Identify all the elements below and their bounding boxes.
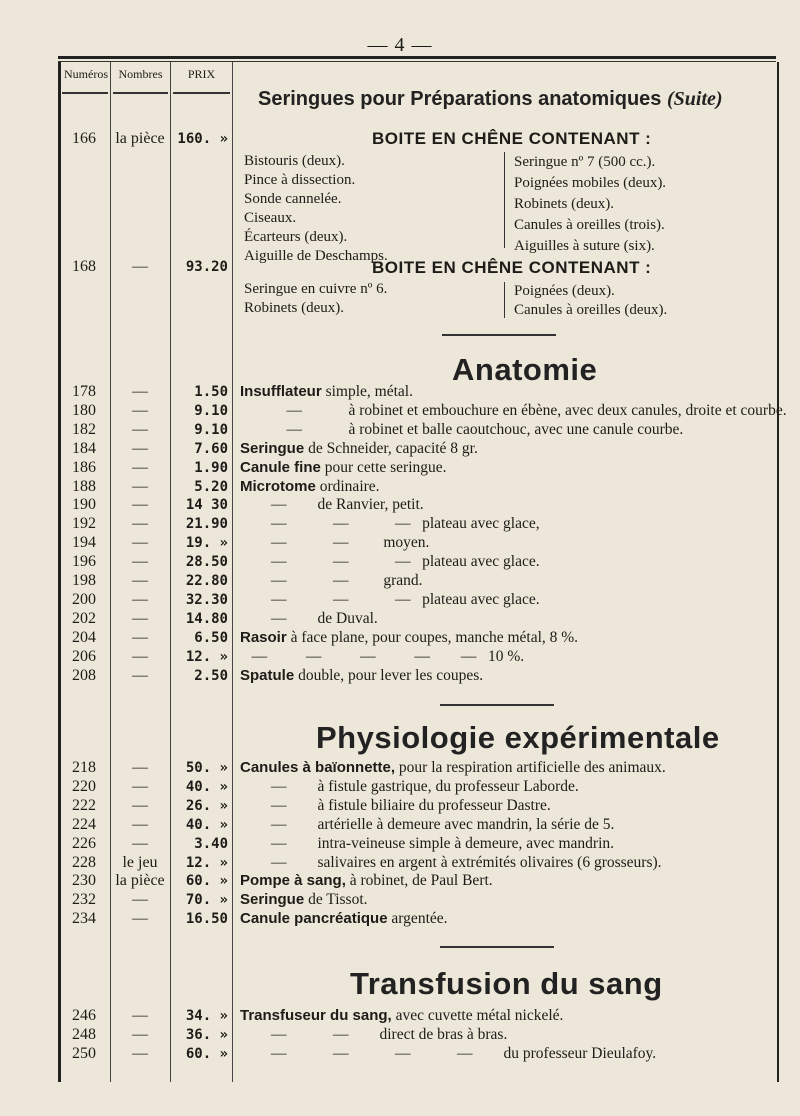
item-number: 230 bbox=[72, 872, 96, 890]
item-number: 222 bbox=[72, 796, 96, 814]
item-text: — — — — — 10 %. bbox=[240, 647, 525, 665]
item-quantity: — bbox=[132, 796, 148, 814]
item-description bbox=[240, 816, 614, 834]
item-number: 204 bbox=[72, 628, 96, 646]
item-price: 19. » bbox=[185, 535, 228, 552]
item-quantity: — bbox=[132, 439, 148, 457]
item-price: 28.50 bbox=[185, 554, 228, 571]
item-number: 208 bbox=[72, 666, 96, 684]
top-rule bbox=[58, 56, 776, 59]
item-name: Canule fine bbox=[240, 458, 321, 476]
column-divider bbox=[232, 62, 233, 1082]
item-number: 178 bbox=[72, 383, 96, 400]
item-description bbox=[240, 553, 540, 571]
item-price: 9.10 bbox=[194, 402, 228, 419]
item-description bbox=[240, 648, 524, 666]
item-number: 220 bbox=[72, 777, 96, 795]
item-price: 32.30 bbox=[185, 591, 228, 608]
item-description bbox=[240, 534, 429, 552]
header-nombres: Nombres bbox=[118, 67, 163, 81]
section-title-transfusion: Transfusion du sang bbox=[350, 966, 663, 1001]
item-price: 16.50 bbox=[185, 911, 228, 928]
list-item: Robinets (deux). bbox=[514, 196, 614, 212]
item-quantity: — bbox=[132, 609, 148, 627]
item-text: — artérielle à demeure avec mandrin, la série de 5. bbox=[240, 815, 615, 833]
item-number: 180 bbox=[72, 401, 96, 419]
box-right-list bbox=[514, 282, 667, 320]
item-description bbox=[240, 402, 787, 420]
section-title-seringues bbox=[258, 88, 723, 111]
item-price: 40. » bbox=[185, 816, 228, 833]
page-number: — 4 — bbox=[367, 34, 433, 56]
item-text: pour cette seringue. bbox=[320, 458, 447, 476]
item-price: 36. » bbox=[185, 1026, 228, 1043]
item-quantity: la pièce bbox=[115, 130, 165, 147]
item-text: de Tissot. bbox=[304, 891, 368, 909]
list-item: Robinets (deux). bbox=[244, 300, 344, 316]
list-item: Ciseaux. bbox=[244, 210, 297, 226]
list-item: Canules à oreilles (trois). bbox=[514, 217, 665, 233]
item-number: 218 bbox=[72, 759, 96, 776]
item-price: 14.80 bbox=[185, 610, 228, 627]
item-description bbox=[240, 1045, 656, 1063]
item-quantity: — bbox=[132, 910, 148, 928]
item-text: — à fistule biliaire du professeur Dastre. bbox=[240, 796, 551, 814]
item-price: 26. » bbox=[185, 797, 228, 814]
item-quantity: — bbox=[132, 553, 148, 571]
item-text: de Schneider, capacité 8 gr. bbox=[304, 439, 478, 457]
item-number: 188 bbox=[72, 477, 96, 495]
item-description bbox=[240, 478, 380, 496]
section-title-text: Seringues pour Préparations anatomiques bbox=[258, 88, 662, 110]
list-item: Pince à dissection. bbox=[244, 172, 356, 188]
item-text: — — — plateau avec glace. bbox=[240, 553, 540, 571]
item-quantity: — bbox=[132, 496, 148, 514]
item-text: ordinaire. bbox=[315, 477, 380, 495]
box-title: BOITE EN CHÊNE CONTENANT : bbox=[372, 129, 652, 148]
item-name: Microtome bbox=[240, 477, 316, 495]
item-quantity: — bbox=[132, 258, 148, 275]
item-price: 40. » bbox=[185, 778, 228, 795]
header-rule bbox=[173, 92, 230, 94]
item-text: — — moyen. bbox=[240, 534, 430, 552]
item-number: 168 bbox=[72, 258, 96, 275]
item-text: avec cuvette métal nickelé. bbox=[391, 1007, 564, 1024]
item-description bbox=[240, 667, 483, 685]
item-description bbox=[240, 778, 579, 796]
item-quantity: — bbox=[132, 777, 148, 795]
item-number: 228 bbox=[72, 853, 96, 871]
item-text: — à robinet et embouchure en ébène, avec deux canules, droite et courbe. bbox=[240, 401, 787, 419]
item-description bbox=[240, 572, 423, 590]
item-text: — — — plateau avec glace, bbox=[240, 515, 540, 533]
item-description bbox=[240, 629, 578, 647]
item-name: Rasoir bbox=[240, 628, 287, 646]
item-name: Transfuseur du sang, bbox=[240, 1007, 392, 1024]
item-number: 166 bbox=[72, 130, 96, 147]
item-quantity: — bbox=[132, 759, 148, 776]
header-rule bbox=[113, 92, 168, 94]
header-prix: PRIX bbox=[187, 67, 216, 81]
item-price: 9.10 bbox=[194, 421, 228, 438]
item-price: 70. » bbox=[185, 892, 228, 909]
item-number: 186 bbox=[72, 458, 96, 476]
item-number: 234 bbox=[72, 910, 96, 928]
item-number: 226 bbox=[72, 834, 96, 852]
item-quantity: — bbox=[132, 647, 148, 665]
item-description bbox=[240, 440, 478, 458]
list-item: Seringue nº 7 (500 cc.). bbox=[514, 154, 656, 170]
item-name: Seringue bbox=[240, 439, 305, 457]
item-number: 202 bbox=[72, 609, 96, 627]
item-price: 93.20 bbox=[185, 259, 228, 275]
item-description bbox=[240, 872, 493, 890]
item-description bbox=[240, 383, 413, 401]
item-text: — à fistule gastrique, du professeur Laborde. bbox=[240, 777, 579, 795]
item-text: argentée. bbox=[387, 910, 448, 928]
item-quantity: la pièce bbox=[115, 872, 165, 890]
item-price: 21.90 bbox=[185, 516, 228, 533]
item-name: Pompe à sang, bbox=[240, 872, 346, 890]
item-quantity: — bbox=[132, 1044, 148, 1062]
header-numeros: Numéros bbox=[64, 67, 108, 81]
item-description bbox=[240, 515, 540, 533]
item-quantity: — bbox=[132, 590, 148, 608]
item-description bbox=[240, 891, 368, 909]
item-price: 1.50 bbox=[194, 384, 228, 400]
item-quantity: — bbox=[132, 515, 148, 533]
item-description bbox=[240, 797, 551, 815]
list-item: Bistouris (deux). bbox=[244, 153, 345, 169]
item-number: 224 bbox=[72, 815, 96, 833]
item-price: 60. » bbox=[185, 1045, 228, 1062]
item-text: — — grand. bbox=[240, 572, 423, 589]
item-price: 160. » bbox=[177, 131, 228, 147]
item-text: — — — plateau avec glace. bbox=[240, 590, 540, 608]
item-text: pour la respiration artificielle des animaux. bbox=[395, 759, 666, 776]
item-quantity: — bbox=[132, 572, 148, 589]
item-description bbox=[240, 591, 540, 609]
list-item: Sonde cannelée. bbox=[244, 191, 342, 207]
item-text: — de Ranvier, petit. bbox=[240, 496, 424, 514]
item-number: 248 bbox=[72, 1025, 96, 1043]
item-description bbox=[240, 1026, 507, 1044]
column-divider bbox=[170, 62, 171, 1082]
item-name: Insufflateur bbox=[240, 383, 322, 400]
item-text: — à robinet et balle caoutchouc, avec une canule courbe. bbox=[240, 420, 684, 438]
item-name: Spatule bbox=[240, 666, 295, 684]
item-name: Canule pancréatique bbox=[240, 910, 388, 928]
item-text: à face plane, pour coupes, manche métal, 8 %. bbox=[286, 628, 579, 646]
item-text: — — — — du professeur Dieulafoy. bbox=[240, 1044, 657, 1062]
item-number: 206 bbox=[72, 647, 96, 665]
item-text: — — direct de bras à bras. bbox=[240, 1025, 508, 1043]
item-text: — salivaires en argent à extrémités olivaires (6 grosseurs). bbox=[240, 853, 662, 871]
item-quantity: — bbox=[132, 458, 148, 476]
item-text: double, pour lever les coupes. bbox=[294, 666, 484, 684]
item-description bbox=[240, 459, 447, 477]
item-number: 196 bbox=[72, 553, 96, 571]
item-number: 182 bbox=[72, 420, 96, 438]
item-description bbox=[240, 1007, 563, 1025]
header-rule bbox=[62, 92, 108, 94]
item-number: 192 bbox=[72, 515, 96, 533]
list-item: Seringue en cuivre nº 6. bbox=[244, 281, 388, 297]
item-price: 34. » bbox=[185, 1008, 228, 1024]
item-description bbox=[240, 854, 662, 872]
item-text: — intra-veineuse simple à demeure, avec mandrin. bbox=[240, 834, 615, 852]
item-description bbox=[240, 496, 424, 514]
item-price: 6.50 bbox=[194, 629, 228, 646]
item-price: 7.60 bbox=[194, 440, 228, 457]
item-text: — de Duval. bbox=[240, 609, 378, 627]
item-quantity: — bbox=[132, 477, 148, 495]
list-item: Poignées mobiles (deux). bbox=[514, 175, 667, 191]
item-price: 12. » bbox=[185, 648, 228, 665]
item-price: 50. » bbox=[185, 760, 228, 776]
item-quantity: — bbox=[132, 628, 148, 646]
item-price: 1.90 bbox=[194, 459, 228, 476]
item-number: 232 bbox=[72, 891, 96, 909]
box-divider bbox=[504, 282, 505, 318]
item-description bbox=[240, 759, 666, 777]
item-number: 184 bbox=[72, 439, 96, 457]
item-number: 198 bbox=[72, 572, 96, 589]
item-price: 60. » bbox=[185, 873, 228, 890]
section-separator bbox=[440, 704, 554, 706]
item-quantity: — bbox=[132, 1007, 148, 1024]
box-right-list bbox=[514, 152, 666, 257]
item-quantity: — bbox=[132, 383, 148, 400]
box-left-list bbox=[244, 280, 387, 318]
list-item: Canules à oreilles (deux). bbox=[514, 302, 668, 318]
list-item: Écarteurs (deux). bbox=[244, 229, 348, 245]
box-divider bbox=[504, 152, 505, 248]
item-number: 200 bbox=[72, 590, 96, 608]
item-number: 250 bbox=[72, 1044, 96, 1062]
item-quantity: — bbox=[132, 834, 148, 852]
item-price: 22.80 bbox=[185, 573, 228, 589]
item-number: 190 bbox=[72, 496, 96, 514]
section-separator bbox=[442, 334, 556, 336]
item-quantity: — bbox=[132, 401, 148, 419]
item-price: 5.20 bbox=[194, 478, 228, 495]
box-title: BOITE EN CHÊNE CONTENANT : bbox=[372, 258, 652, 277]
section-title-anatomie: Anatomie bbox=[452, 352, 598, 387]
item-price: 12. » bbox=[185, 854, 228, 871]
item-quantity: — bbox=[132, 420, 148, 438]
item-quantity: — bbox=[132, 815, 148, 833]
section-title-physiologie: Physiologie expérimentale bbox=[316, 720, 720, 755]
item-description bbox=[240, 910, 448, 928]
item-price: 2.50 bbox=[194, 667, 228, 684]
box-left-list bbox=[244, 152, 388, 266]
item-price: 3.40 bbox=[194, 835, 228, 852]
section-separator bbox=[440, 946, 554, 948]
list-item: Aiguille de Deschamps. bbox=[244, 248, 388, 264]
section-title-suffix: (Suite) bbox=[667, 88, 723, 110]
item-description bbox=[240, 835, 614, 853]
item-name: Canules à baïonnette, bbox=[240, 759, 396, 776]
item-quantity: le jeu bbox=[122, 853, 158, 871]
list-item: Aiguilles à suture (six). bbox=[514, 238, 655, 254]
item-text: à robinet, de Paul Bert. bbox=[345, 872, 493, 890]
item-quantity: — bbox=[132, 666, 148, 684]
item-number: 246 bbox=[72, 1007, 96, 1024]
item-description bbox=[240, 610, 378, 628]
item-text: simple, métal. bbox=[321, 383, 413, 400]
item-quantity: — bbox=[132, 1025, 148, 1043]
item-description bbox=[240, 421, 683, 439]
item-quantity: — bbox=[132, 891, 148, 909]
item-number: 194 bbox=[72, 534, 96, 552]
item-price: 14 30 bbox=[185, 497, 228, 514]
item-name: Seringue bbox=[240, 891, 305, 909]
list-item: Poignées (deux). bbox=[514, 283, 615, 299]
item-quantity: — bbox=[132, 534, 148, 552]
